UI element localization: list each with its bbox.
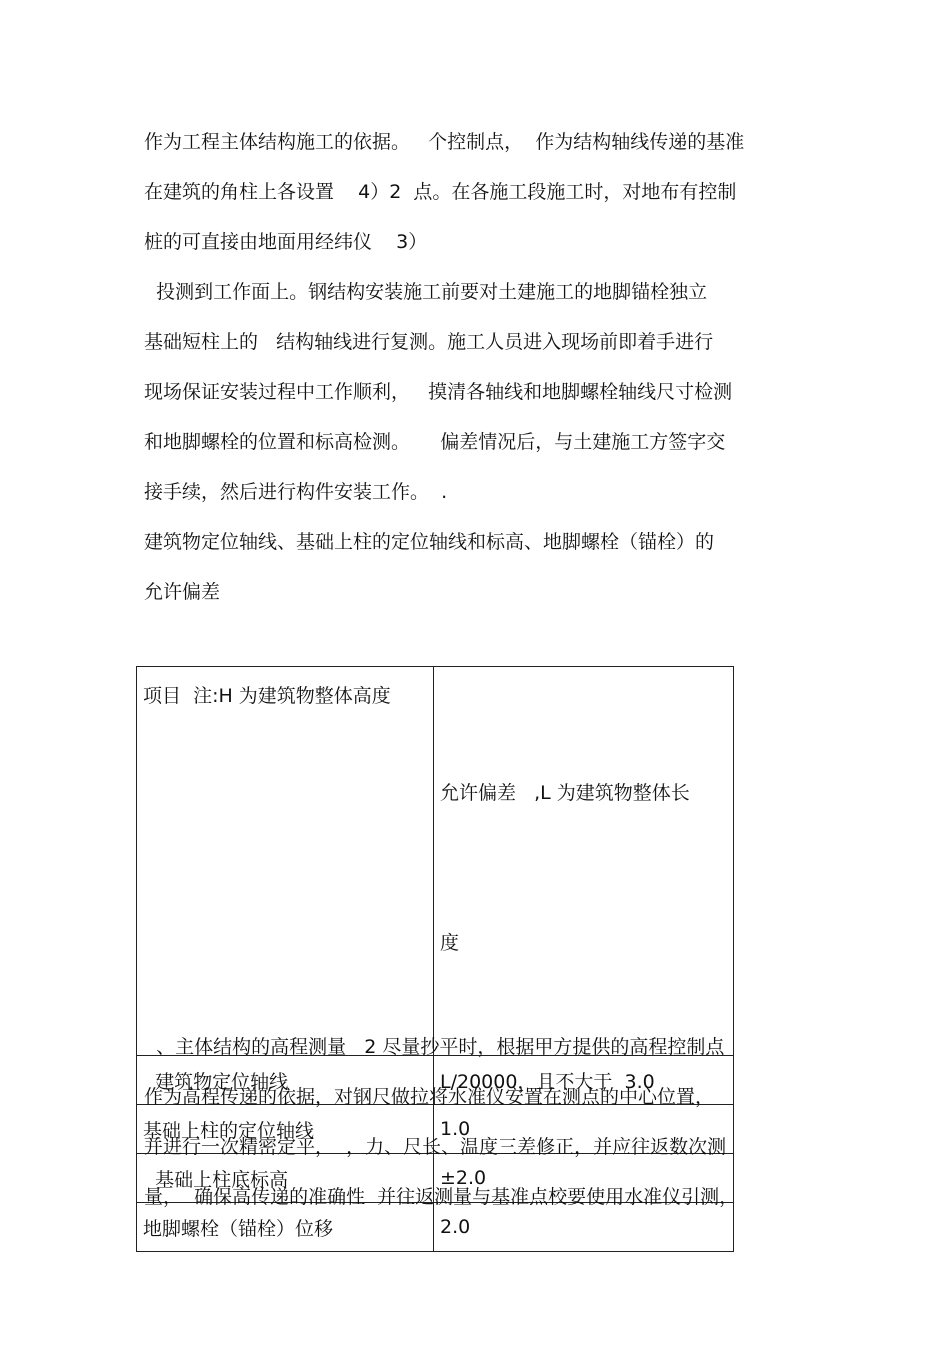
table-cell-item: 基础上柱底标高 (137, 1154, 434, 1203)
paragraph-line: 作为高程传递的依据，对钢尺做拉将水准仪安置在测点的中心位置， (144, 1086, 715, 1108)
paragraph-line: 投测到工作面上。钢结构安装施工前要对土建施工的地脚锚栓独立 (144, 281, 708, 303)
table-cell-value: L/20000，且不大于 3.0 (434, 1056, 734, 1105)
paragraph-line: 量， 确保高传递的准确性 并往返测量与基准点校要使用水准仪引测， (144, 1186, 739, 1208)
paragraph-line: 、主体结构的高程测量 2 尽量抄平时，根据甲方提供的高程控制点 (144, 1036, 725, 1058)
header-item-cell: 项目 注:H 为建筑物整体高度 (137, 667, 434, 1056)
paragraph-line: 桩的可直接由地面用经纬仪 3） (144, 231, 428, 253)
table-header-row (137, 667, 734, 1056)
paragraph-line: 建筑物定位轴线、基础上柱的定位轴线和标高、地脚螺栓（锚栓）的 (144, 531, 715, 553)
tolerance-table (136, 666, 734, 1252)
paragraph-line: 现场保证安装过程中工作顺利， 摸清各轴线和地脚螺栓轴线尺寸检测 (144, 381, 733, 403)
table-cell-value: ±2.0 (434, 1154, 734, 1203)
paragraph-line: 允许偏差 (144, 581, 221, 603)
header-tolerance-cell (434, 667, 734, 1056)
table-row (137, 1203, 734, 1252)
table-cell-item: 地脚螺栓（锚栓）位移 (137, 1203, 434, 1252)
table-cell-value: 1.0 (434, 1105, 734, 1154)
paragraph-line: 接手续，然后进行构件安装工作。 . (144, 481, 448, 503)
table-cell-value: 2.0 (434, 1203, 734, 1252)
paragraph-line: 和地脚螺栓的位置和标高检测。 偏差情况后，与土建施工方签字交 (144, 431, 726, 453)
paragraph-line: 并进行一次精密定平， ，力、尺长、温度三差修正，并应往返数次测 (144, 1136, 727, 1158)
paragraph-line: 作为工程主体结构施工的依据。 个控制点， 作为结构轴线传递的基准 (144, 131, 745, 153)
table-cell-item: 建筑物定位轴线 (137, 1056, 434, 1105)
paragraph-line: 在建筑的角柱上各设置 4）2 点。在各施工段施工时，对地布有控制 (144, 181, 737, 203)
paragraph-line: 基础短柱上的 结构轴线进行复测。施工人员进入现场前即着手进行 (144, 331, 714, 353)
header-tolerance-line: 度 (440, 932, 460, 954)
table-cell-item: 基础上柱的定位轴线 (137, 1105, 434, 1154)
header-tolerance-line: 允许偏差 ,L 为建筑物整体长 (440, 782, 690, 804)
